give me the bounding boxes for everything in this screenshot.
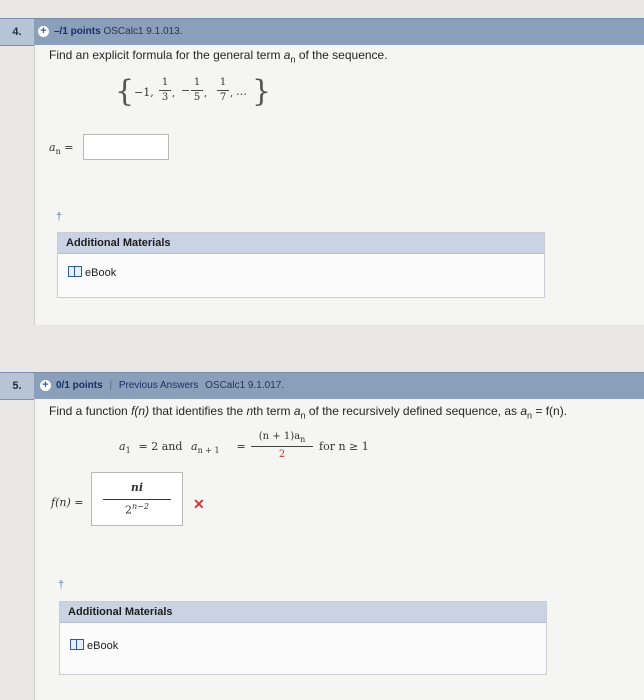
question-prompt bbox=[49, 48, 388, 64]
additional-materials-panel bbox=[57, 232, 545, 298]
answer-sub: n bbox=[55, 147, 61, 157]
incorrect-x-icon: ✕ bbox=[193, 496, 205, 512]
ebook-link[interactable] bbox=[70, 639, 118, 652]
fraction-bar bbox=[103, 499, 171, 500]
question-meta bbox=[56, 373, 284, 399]
ebook-label: eBook bbox=[85, 267, 117, 279]
previous-answers-link[interactable]: Previous Answers bbox=[118, 380, 199, 391]
question-code: OSCalc1 9.1.017. bbox=[205, 380, 285, 391]
seq-term-3-sign: − bbox=[181, 84, 191, 97]
prompt-text-end: of the sequence. bbox=[295, 48, 388, 62]
rec-mid: = 2 and bbox=[135, 440, 186, 453]
answer-fn: f(n) bbox=[51, 496, 71, 509]
rec-num bbox=[251, 431, 313, 444]
answer-label bbox=[51, 496, 83, 509]
fraction-bar bbox=[159, 90, 171, 91]
answer-input[interactable] bbox=[83, 134, 169, 160]
seq-term-2-num: 1 bbox=[161, 77, 169, 88]
prompt-text: th term bbox=[253, 404, 294, 418]
prompt-sub: n bbox=[290, 54, 296, 65]
question-meta bbox=[54, 19, 182, 45]
question-number: 4. bbox=[0, 19, 34, 45]
prompt-text: that identifies the bbox=[149, 404, 247, 418]
dagger-icon: † bbox=[56, 211, 63, 223]
question-code: OSCalc1 9.1.013. bbox=[103, 26, 183, 37]
den-exp: n−2 bbox=[132, 502, 149, 511]
answer-equals: = bbox=[74, 496, 84, 509]
prompt-var: a bbox=[283, 48, 291, 62]
fraction-bar bbox=[191, 90, 203, 91]
rec-a1-sub: 1 bbox=[125, 446, 131, 456]
seq-term-2-den: 3 bbox=[161, 92, 169, 103]
prompt-text: Find a function bbox=[49, 404, 132, 418]
ebook-icon bbox=[70, 639, 84, 650]
ebook-icon bbox=[68, 266, 82, 277]
additional-materials-title: Additional Materials bbox=[58, 233, 544, 254]
rec-num-sub: n bbox=[300, 435, 306, 444]
expand-plus-icon[interactable]: + bbox=[38, 26, 49, 37]
ebook-label: eBook bbox=[87, 640, 119, 652]
answer-label bbox=[49, 141, 73, 156]
answer-denominator bbox=[92, 502, 182, 517]
rec-a1 bbox=[119, 440, 131, 455]
answer-input[interactable] bbox=[91, 472, 183, 526]
rec-den: 2 bbox=[278, 449, 286, 460]
seq-sep: , bbox=[204, 88, 208, 99]
additional-materials-title: Additional Materials bbox=[60, 602, 546, 623]
prompt-a-sub: n bbox=[300, 410, 306, 421]
rec-an-var: a bbox=[191, 440, 198, 453]
prompt-text: of the recursively defined sequence, as bbox=[305, 404, 521, 418]
question-number: 5. bbox=[0, 373, 34, 399]
recursion-expression bbox=[119, 429, 419, 469]
rec-an-sub: n + 1 bbox=[197, 446, 220, 456]
fraction-bar bbox=[217, 90, 229, 91]
prompt-text-end: = f(n). bbox=[532, 404, 568, 418]
seq-term-3-den: 5 bbox=[193, 92, 201, 103]
prompt-fn: f(n) bbox=[131, 404, 150, 418]
answer-equals: = bbox=[64, 141, 74, 154]
answer-numerator: ni bbox=[130, 481, 144, 494]
dagger-icon: † bbox=[58, 579, 65, 591]
prompt-n: n bbox=[246, 404, 254, 418]
seq-term-3-num: 1 bbox=[193, 77, 201, 88]
question-4-card bbox=[34, 45, 644, 325]
question-5-card bbox=[34, 399, 644, 700]
seq-term-first: −1, bbox=[134, 86, 154, 99]
prompt-a: a bbox=[293, 404, 301, 418]
prompt-a2-sub: n bbox=[527, 410, 533, 421]
rec-num-text: (n + 1)a bbox=[258, 431, 301, 442]
seq-sep: , bbox=[230, 88, 234, 99]
fraction-bar bbox=[251, 446, 313, 447]
question-4-header bbox=[0, 18, 644, 46]
question-5-header bbox=[0, 372, 644, 400]
points-label: –/1 points bbox=[54, 26, 101, 37]
additional-materials-panel bbox=[59, 601, 547, 675]
seq-term-4-num: 1 bbox=[219, 77, 227, 88]
brace-close: } bbox=[252, 74, 272, 109]
question-prompt bbox=[49, 404, 567, 420]
prompt-text: Find an explicit formula for the general term bbox=[49, 48, 284, 62]
rec-eq: = bbox=[233, 440, 250, 453]
expand-plus-icon[interactable]: + bbox=[40, 380, 51, 391]
points-label: 0/1 points bbox=[56, 380, 103, 391]
answer-var: a bbox=[49, 141, 56, 154]
prompt-a2: a bbox=[520, 404, 528, 418]
den-base: 2 bbox=[125, 503, 133, 517]
rec-an1 bbox=[191, 440, 220, 455]
rec-condition: for n ≥ 1 bbox=[319, 440, 369, 453]
meta-separator: | bbox=[109, 380, 113, 391]
ebook-link[interactable] bbox=[68, 266, 116, 279]
seq-dots: … bbox=[236, 85, 247, 98]
rec-a1-var: a bbox=[119, 440, 126, 453]
seq-sep: , bbox=[172, 88, 176, 99]
brace-open: { bbox=[115, 74, 135, 109]
seq-term-4-den: 7 bbox=[219, 92, 227, 103]
